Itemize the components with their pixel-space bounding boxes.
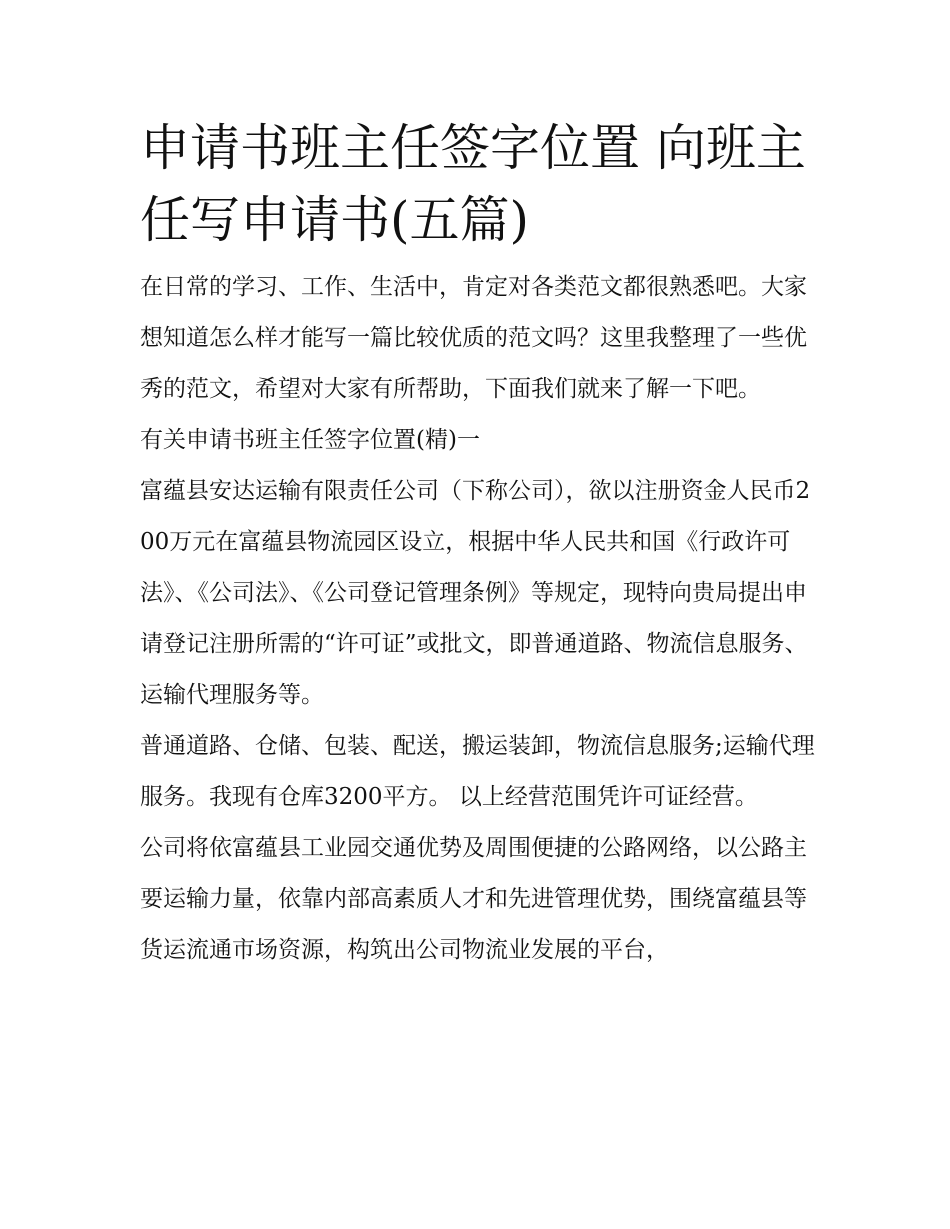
body-paragraph: 普通道路、仓储、包装、配送，搬运装卸，物流信息服务;运输代理服务。我现有仓库3200平方。 以上经营范围凭许可证经营。	[140, 733, 815, 810]
section-heading: 有关申请书班主任签字位置(精)一	[140, 427, 480, 453]
document-body	[140, 262, 816, 976]
document-page	[140, 112, 816, 976]
intro-paragraph: 在日常的学习、工作、生活中，肯定对各类范文都很熟悉吧。大家想知道怎么样才能写一篇比较优质的范文吗？这里我整理了一些优秀的范文，希望对大家有所帮助，下面我们就来了解一下吧。	[140, 274, 807, 402]
body-paragraph: 富蕴县安达运输有限责任公司（下称公司），欲以注册资金人民币200万元在富蕴县物流园区设立，根据中华人民共和国《行政许可法》、《公司法》、《公司登记管理条例》等规定，现特向贵局提出申请登记注册所需的“许可证”或批文，即普通道路、物流信息服务、运输代理服务等。	[140, 478, 811, 708]
body-paragraph: 公司将依富蕴县工业园交通优势及周围便捷的公路网络，以公路主要运输力量，依靠内部高素质人才和先进管理优势，围绕富蕴县等货运流通市场资源，构筑出公司物流业发展的平台，	[140, 835, 807, 963]
document-title: 申请书班主任签字位置 向班主任写申请书(五篇)	[140, 119, 806, 249]
